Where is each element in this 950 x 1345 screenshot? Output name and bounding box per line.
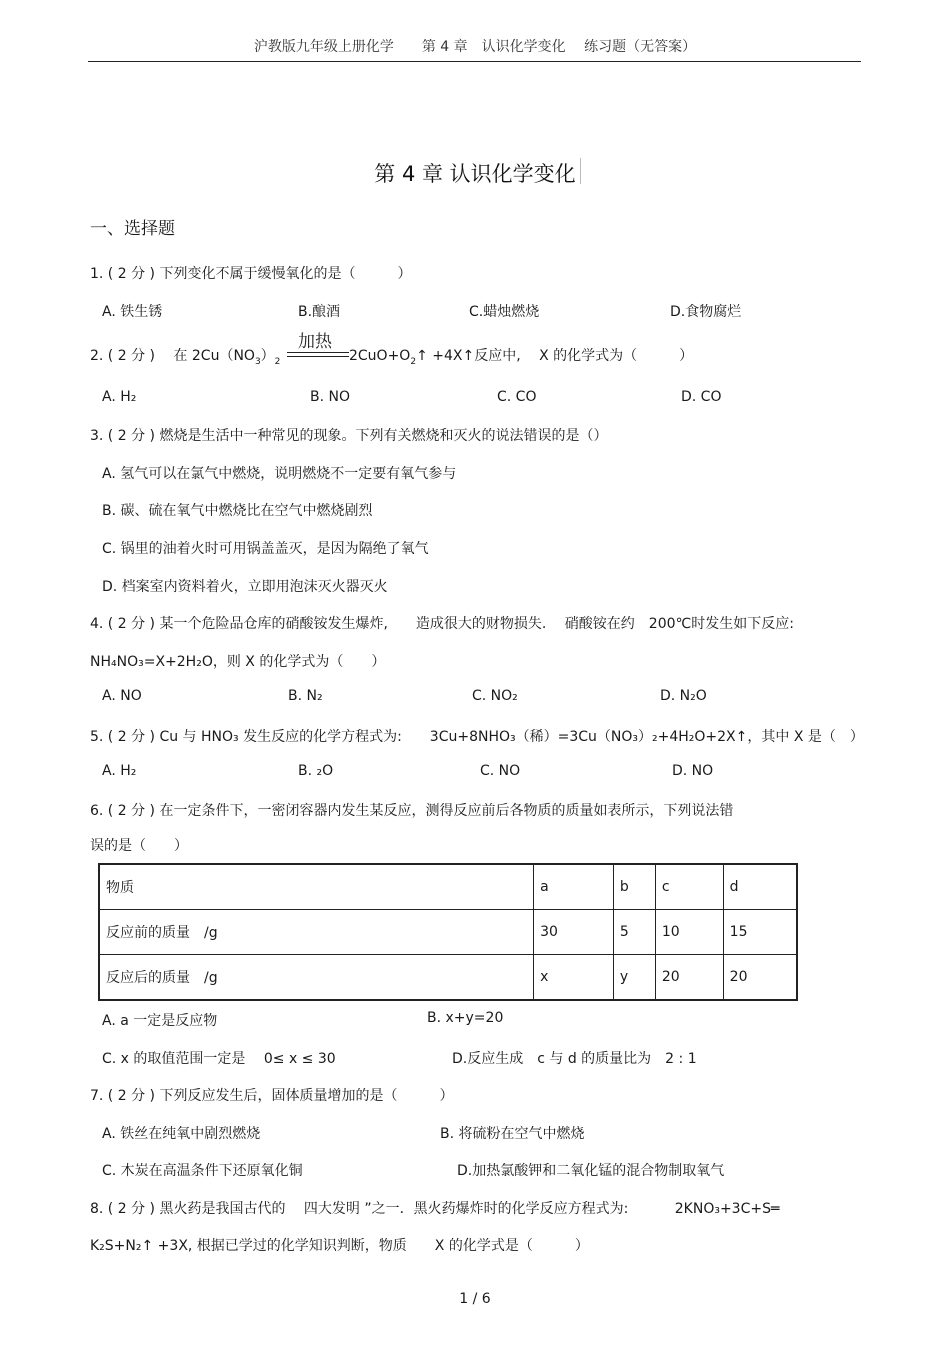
question-2-stem-part-a: 2. ( 2 分 ) 在 2Cu（NO: [90, 348, 255, 364]
question-2-products: [349, 345, 693, 367]
question-8-stem-line-2: K₂S+N₂↑ +3X, 根据已学过的化学知识判断，物质 X 的化学式是（ ）: [90, 1238, 589, 1254]
reaction-condition-heat: 加热: [298, 332, 332, 352]
question-7-option-a: A. 铁丝在纯氧中剧烈燃烧: [102, 1126, 261, 1142]
question-7-option-c: C. 木炭在高温条件下还原氧化铜: [102, 1163, 303, 1179]
question-3-option-b: B. 碳、硫在氧气中燃烧比在空气中燃烧剧烈: [102, 503, 373, 519]
question-6-option-c: C. x 的取值范围一定是 0≤ x ≤ 30: [102, 1051, 336, 1067]
question-2-sub-2: 2: [274, 356, 281, 367]
question-6-option-a: A. a 一定是反应物: [102, 1013, 218, 1029]
table-cell: 反应后的质量 /g: [99, 955, 534, 1001]
question-1-option-a: A. 铁生锈: [102, 304, 163, 320]
question-2-sub-o2: 2: [410, 356, 417, 367]
question-1-stem: 1. ( 2 分 ) 下列变化不属于缓慢氧化的是（ ）: [90, 266, 412, 282]
question-2-sub-3: 3: [254, 356, 261, 367]
question-2-stem: [90, 345, 280, 367]
question-3-option-a: A. 氢气可以在氯气中燃烧，说明燃烧不一定要有氧气参与: [102, 466, 457, 482]
question-6-stem-line-2: 误的是（ ）: [90, 838, 188, 854]
table-header-cell: 物质: [99, 864, 534, 910]
question-1-option-c: C.蜡烛燃烧: [469, 304, 540, 320]
page-title: 第 4 章 认识化学变化: [374, 162, 576, 186]
reaction-equals-line-top: [287, 352, 349, 353]
table-header-row: [99, 864, 797, 910]
table-cell: x: [534, 955, 614, 1001]
reaction-equals-line-bottom: [287, 356, 349, 357]
table-cell: 20: [723, 955, 797, 1001]
table-header-cell: b: [613, 864, 655, 910]
question-4-stem-line-1: 4. ( 2 分 ) 某一个危险品仓库的硝酸铵发生爆炸, 造成很大的财物损失. 硝酸铵在约 200℃时发生如下反应:: [90, 616, 794, 632]
table-cell: y: [613, 955, 655, 1001]
question-4-option-c: C. NO₂: [472, 688, 518, 704]
table-cell: 反应前的质量 /g: [99, 910, 534, 955]
question-4-stem-line-2: NH₄NO₃=X+2H₂O，则 X 的化学式为（ ）: [90, 654, 386, 670]
question-7-option-d: D.加热氯酸钾和二氧化锰的混合物制取氧气: [457, 1163, 725, 1179]
question-4-option-d: D. N₂O: [660, 688, 707, 704]
question-2-stem-part-b: ）: [260, 348, 275, 364]
question-2-stem-part-c: 2CuO+O: [349, 348, 411, 364]
question-3-option-c: C. 锅里的油着火时可用锅盖盖灭，是因为隔绝了氧气: [102, 541, 429, 557]
question-1-option-d: D.食物腐烂: [670, 304, 742, 320]
question-5-option-c: C. NO: [480, 763, 521, 779]
question-2-stem-part-d: ↑ +4X↑反应中, X 的化学式为（ ）: [416, 348, 694, 364]
header-rule: [88, 61, 861, 62]
question-5-option-d: D. NO: [672, 763, 714, 779]
question-1-option-b: B.酿酒: [298, 304, 341, 320]
table-row: [99, 955, 797, 1001]
question-5-option-a: A. H₂: [102, 763, 137, 779]
question-6-stem-line-1: 6. ( 2 分 ) 在一定条件下，一密闭容器内发生某反应，测得反应前后各物质的质量如表所示，下列说法错: [90, 803, 734, 819]
question-2-option-b: B. NO: [310, 389, 350, 405]
question-7-stem: 7. ( 2 分 ) 下列反应发生后，固体质量增加的是（ ）: [90, 1088, 454, 1104]
table-cell: 20: [655, 955, 723, 1001]
question-6-option-d: D.反应生成 c 与 d 的质量比为 2 : 1: [452, 1051, 697, 1067]
mass-table: [98, 863, 798, 1001]
table-row: [99, 910, 797, 955]
table-header-cell: a: [534, 864, 614, 910]
question-4-option-a: A. NO: [102, 688, 142, 704]
question-6-option-b: B. x+y=20: [427, 1010, 504, 1026]
page-header: 沪教版九年级上册化学 第 4 章 认识化学变化 练习题（无答案）: [253, 39, 697, 55]
section-heading: 一、选择题: [90, 219, 175, 239]
table-cell: 15: [723, 910, 797, 955]
table-header-cell: c: [655, 864, 723, 910]
page-number: 1 / 6: [459, 1291, 491, 1307]
question-3-option-d: D. 档案室内资料着火，立即用泡沫灭火器灭火: [102, 579, 388, 595]
table-header-cell: d: [723, 864, 797, 910]
title-cursor-bar: [580, 158, 581, 184]
question-5-option-b: B. ₂O: [298, 763, 334, 779]
table-cell: 30: [534, 910, 614, 955]
question-2-option-d: D. CO: [681, 389, 722, 405]
question-3-stem: 3. ( 2 分 ) 燃烧是生活中一种常见的现象。下列有关燃烧和灭火的说法错误的是（）: [90, 428, 608, 444]
table-cell: 5: [613, 910, 655, 955]
question-5-stem: 5. ( 2 分 ) Cu 与 HNO₃ 发生反应的化学方程式为: 3Cu+8NHO₃（稀）=3Cu（NO₃）₂+4H₂O+2X↑，其中 X 是（ ）: [90, 729, 864, 745]
question-2-option-a: A. H₂: [102, 389, 137, 405]
table-cell: 10: [655, 910, 723, 955]
question-4-option-b: B. N₂: [288, 688, 323, 704]
question-8-stem-line-1: 8. ( 2 分 ) 黑火药是我国古代的 四大发明 ”之一．黑火药爆炸时的化学反应方程式为: 2KNO₃+3C+S═: [90, 1201, 780, 1217]
question-7-option-b: B. 将硫粉在空气中燃烧: [440, 1126, 585, 1142]
question-2-option-c: C. CO: [497, 389, 537, 405]
